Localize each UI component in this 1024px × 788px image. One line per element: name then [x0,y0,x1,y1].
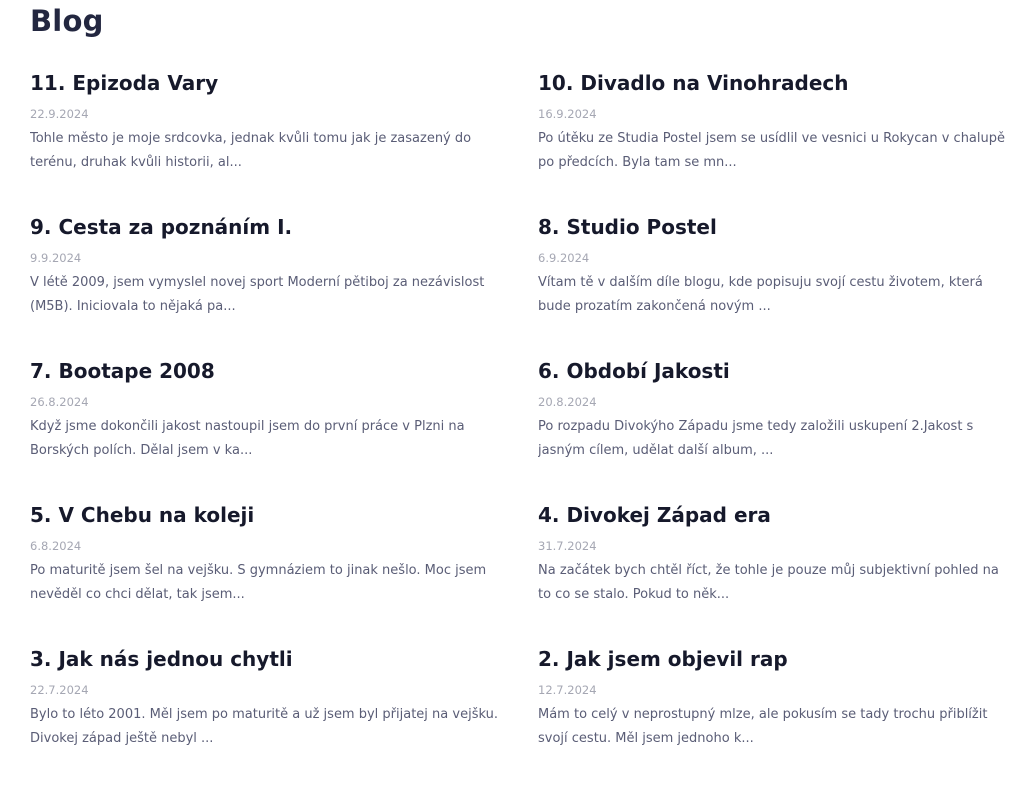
post-card[interactable] [30,500,500,644]
post-date: 22.7.2024 [30,683,89,697]
post-date: 9.9.2024 [30,251,82,265]
post-excerpt: Tohle město je moje srdcovka, jednak kvůli tomu jak je zasazený do terénu, druhak kvůli historii, al... [30,131,472,170]
post-date: 26.8.2024 [30,395,89,409]
post-date: 12.7.2024 [538,683,597,697]
post-excerpt: Bylo to léto 2001. Měl jsem po maturitě a už jsem byl přijatej na vejšku. Divokej západ ještě nebyl ... [30,707,498,746]
post-card[interactable] [30,68,500,212]
post-date: 6.9.2024 [538,251,590,265]
post-excerpt: Když jsme dokončili jakost nastoupil jsem do první práce v Plzni na Borských polích. Dělal jsem v ka... [30,419,465,458]
post-excerpt: Mám to celý v neprostupný mlze, ale pokusím se tady trochu přiblížit svojí cestu. Měl jsem jednoho k... [538,707,988,746]
post-title-link[interactable]: 10. Divadlo na Vinohradech [538,71,849,95]
post-date: 16.9.2024 [538,107,597,121]
post-title-link[interactable]: 6. Období Jakosti [538,359,730,383]
post-excerpt: Po útěku ze Studia Postel jsem se usídlil ve vesnici u Rokycan v chalupě po předcích. Byla tam se mn... [538,131,1005,170]
post-title-link[interactable]: 2. Jak jsem objevil rap [538,647,788,671]
post-card[interactable] [30,644,500,788]
post-card[interactable] [30,356,500,500]
post-card[interactable] [538,212,1008,356]
post-card[interactable] [538,644,1008,788]
post-list [30,68,1010,788]
post-title-link[interactable]: 3. Jak nás jednou chytli [30,647,293,671]
post-title-link[interactable]: 9. Cesta za poznáním I. [30,215,293,239]
post-date: 22.9.2024 [30,107,89,121]
post-date: 6.8.2024 [30,539,82,553]
post-title-link[interactable]: 7. Bootape 2008 [30,359,215,383]
post-date: 31.7.2024 [538,539,597,553]
post-card[interactable] [30,212,500,356]
post-excerpt: Vítam tě v dalším díle blogu, kde popisuju svojí cestu životem, která bude prozatím zakončená novým ... [538,275,983,314]
page-title: Blog [30,4,104,38]
post-card[interactable] [538,68,1008,212]
post-card[interactable] [538,500,1008,644]
post-title-link[interactable]: 5. V Chebu na koleji [30,503,255,527]
post-excerpt: V létě 2009, jsem vymyslel novej sport Moderní pětiboj za nezávislost (M5B). Iniciovala to nějaká pa... [30,275,485,314]
post-excerpt: Na začátek bych chtěl říct, že tohle je pouze můj subjektivní pohled na to co se stalo. Pokud to něk... [538,563,999,602]
post-excerpt: Po rozpadu Divokýho Západu jsme tedy založili uskupení 2.Jakost s jasným cílem, udělat další album, ... [538,419,974,458]
post-title-link[interactable]: 8. Studio Postel [538,215,717,239]
post-title-link[interactable]: 11. Epizoda Vary [30,71,219,95]
post-date: 20.8.2024 [538,395,597,409]
post-title-link[interactable]: 4. Divokej Západ era [538,503,771,527]
post-excerpt: Po maturitě jsem šel na vejšku. S gymnáziem to jinak nešlo. Moc jsem nevěděl co chci dělat, tak jsem... [30,563,487,602]
post-card[interactable] [538,356,1008,500]
